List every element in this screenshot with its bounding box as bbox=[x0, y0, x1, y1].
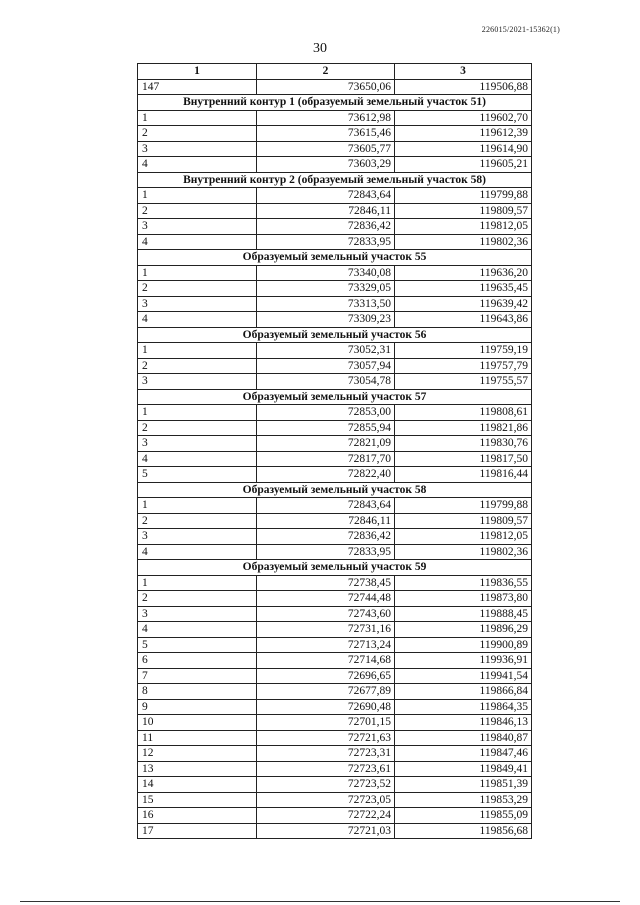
point-number-cell: 1 bbox=[138, 498, 257, 514]
table-row bbox=[138, 715, 532, 731]
point-number-cell: 2 bbox=[138, 513, 257, 529]
x-coordinate-cell: 72721,63 bbox=[257, 730, 395, 746]
document-number: 226015/2021-15362(1) bbox=[481, 25, 560, 34]
section-title-row bbox=[138, 560, 532, 576]
column-header-1: 1 bbox=[138, 64, 257, 80]
point-number-cell: 12 bbox=[138, 746, 257, 762]
x-coordinate-cell: 73052,31 bbox=[257, 343, 395, 359]
point-number-cell: 15 bbox=[138, 792, 257, 808]
x-coordinate-cell: 72713,24 bbox=[257, 637, 395, 653]
point-number-cell: 1 bbox=[138, 575, 257, 591]
point-number-cell: 147 bbox=[138, 79, 257, 95]
point-number-cell: 3 bbox=[138, 529, 257, 545]
bottom-divider bbox=[20, 901, 620, 902]
table-row bbox=[138, 668, 532, 684]
x-coordinate-cell: 73329,05 bbox=[257, 281, 395, 297]
x-coordinate-cell: 72843,64 bbox=[257, 188, 395, 204]
page-number: 30 bbox=[313, 41, 327, 56]
table-row bbox=[138, 746, 532, 762]
x-coordinate-cell: 73603,29 bbox=[257, 157, 395, 173]
x-coordinate-cell: 72833,95 bbox=[257, 234, 395, 250]
table-row bbox=[138, 126, 532, 142]
table-row bbox=[138, 730, 532, 746]
x-coordinate-cell: 72833,95 bbox=[257, 544, 395, 560]
y-coordinate-cell: 119635,45 bbox=[395, 281, 532, 297]
x-coordinate-cell: 72714,68 bbox=[257, 653, 395, 669]
y-coordinate-cell: 119816,44 bbox=[395, 467, 532, 483]
column-header-2: 2 bbox=[257, 64, 395, 80]
y-coordinate-cell: 119605,21 bbox=[395, 157, 532, 173]
table-row bbox=[138, 684, 532, 700]
point-number-cell: 3 bbox=[138, 374, 257, 390]
y-coordinate-cell: 119849,41 bbox=[395, 761, 532, 777]
x-coordinate-cell: 72836,42 bbox=[257, 529, 395, 545]
y-coordinate-cell: 119602,70 bbox=[395, 110, 532, 126]
table-row bbox=[138, 281, 532, 297]
coordinates-table-body bbox=[138, 64, 532, 839]
point-number-cell: 3 bbox=[138, 436, 257, 452]
point-number-cell: 6 bbox=[138, 653, 257, 669]
y-coordinate-cell: 119612,39 bbox=[395, 126, 532, 142]
point-number-cell: 16 bbox=[138, 808, 257, 824]
y-coordinate-cell: 119799,88 bbox=[395, 188, 532, 204]
y-coordinate-cell: 119799,88 bbox=[395, 498, 532, 514]
point-number-cell: 13 bbox=[138, 761, 257, 777]
table-row bbox=[138, 513, 532, 529]
x-coordinate-cell: 72846,11 bbox=[257, 513, 395, 529]
section-title: Образуемый земельный участок 57 bbox=[138, 389, 532, 405]
y-coordinate-cell: 119846,13 bbox=[395, 715, 532, 731]
x-coordinate-cell: 72696,65 bbox=[257, 668, 395, 684]
table-row bbox=[138, 777, 532, 793]
table-row bbox=[138, 637, 532, 653]
x-coordinate-cell: 72723,52 bbox=[257, 777, 395, 793]
x-coordinate-cell: 72721,03 bbox=[257, 823, 395, 839]
table-row bbox=[138, 699, 532, 715]
y-coordinate-cell: 119809,57 bbox=[395, 513, 532, 529]
y-coordinate-cell: 119817,50 bbox=[395, 451, 532, 467]
y-coordinate-cell: 119812,05 bbox=[395, 219, 532, 235]
table-row bbox=[138, 405, 532, 421]
table-row bbox=[138, 265, 532, 281]
table-row bbox=[138, 312, 532, 328]
table-row bbox=[138, 544, 532, 560]
point-number-cell: 2 bbox=[138, 420, 257, 436]
point-number-cell: 4 bbox=[138, 234, 257, 250]
point-number-cell: 4 bbox=[138, 312, 257, 328]
point-number-cell: 9 bbox=[138, 699, 257, 715]
table-row bbox=[138, 234, 532, 250]
x-coordinate-cell: 72822,40 bbox=[257, 467, 395, 483]
section-title: Образуемый земельный участок 58 bbox=[138, 482, 532, 498]
point-number-cell: 2 bbox=[138, 358, 257, 374]
y-coordinate-cell: 119855,09 bbox=[395, 808, 532, 824]
y-coordinate-cell: 119506,88 bbox=[395, 79, 532, 95]
table-row bbox=[138, 141, 532, 157]
y-coordinate-cell: 119802,36 bbox=[395, 544, 532, 560]
table-row bbox=[138, 358, 532, 374]
x-coordinate-cell: 72731,16 bbox=[257, 622, 395, 638]
x-coordinate-cell: 72853,00 bbox=[257, 405, 395, 421]
table-row bbox=[138, 792, 532, 808]
x-coordinate-cell: 72836,42 bbox=[257, 219, 395, 235]
column-header-3: 3 bbox=[395, 64, 532, 80]
y-coordinate-cell: 119941,54 bbox=[395, 668, 532, 684]
section-title-row bbox=[138, 482, 532, 498]
table-row bbox=[138, 653, 532, 669]
y-coordinate-cell: 119936,91 bbox=[395, 653, 532, 669]
table-row bbox=[138, 451, 532, 467]
section-title-row bbox=[138, 95, 532, 111]
x-coordinate-cell: 72722,24 bbox=[257, 808, 395, 824]
x-coordinate-cell: 73309,23 bbox=[257, 312, 395, 328]
x-coordinate-cell: 72701,15 bbox=[257, 715, 395, 731]
x-coordinate-cell: 73612,98 bbox=[257, 110, 395, 126]
y-coordinate-cell: 119812,05 bbox=[395, 529, 532, 545]
y-coordinate-cell: 119802,36 bbox=[395, 234, 532, 250]
point-number-cell: 2 bbox=[138, 281, 257, 297]
table-row bbox=[138, 606, 532, 622]
y-coordinate-cell: 119830,76 bbox=[395, 436, 532, 452]
x-coordinate-cell: 72677,89 bbox=[257, 684, 395, 700]
point-number-cell: 3 bbox=[138, 141, 257, 157]
table-row bbox=[138, 203, 532, 219]
y-coordinate-cell: 119836,55 bbox=[395, 575, 532, 591]
x-coordinate-cell: 73340,08 bbox=[257, 265, 395, 281]
table-row bbox=[138, 110, 532, 126]
point-number-cell: 3 bbox=[138, 606, 257, 622]
point-number-cell: 1 bbox=[138, 343, 257, 359]
y-coordinate-cell: 119888,45 bbox=[395, 606, 532, 622]
y-coordinate-cell: 119847,46 bbox=[395, 746, 532, 762]
point-number-cell: 17 bbox=[138, 823, 257, 839]
table-row bbox=[138, 575, 532, 591]
y-coordinate-cell: 119896,29 bbox=[395, 622, 532, 638]
table-row bbox=[138, 808, 532, 824]
section-title-row bbox=[138, 250, 532, 266]
table-row bbox=[138, 188, 532, 204]
section-title-row bbox=[138, 327, 532, 343]
point-number-cell: 14 bbox=[138, 777, 257, 793]
y-coordinate-cell: 119755,57 bbox=[395, 374, 532, 390]
coordinates-table bbox=[137, 63, 532, 839]
section-title: Образуемый земельный участок 56 bbox=[138, 327, 532, 343]
y-coordinate-cell: 119864,35 bbox=[395, 699, 532, 715]
point-number-cell: 3 bbox=[138, 296, 257, 312]
table-header-row bbox=[138, 64, 532, 80]
x-coordinate-cell: 72855,94 bbox=[257, 420, 395, 436]
point-number-cell: 2 bbox=[138, 203, 257, 219]
section-title: Образуемый земельный участок 55 bbox=[138, 250, 532, 266]
table-row bbox=[138, 343, 532, 359]
x-coordinate-cell: 72821,09 bbox=[257, 436, 395, 452]
point-number-cell: 1 bbox=[138, 110, 257, 126]
table-row bbox=[138, 823, 532, 839]
section-title-row bbox=[138, 172, 532, 188]
x-coordinate-cell: 72723,05 bbox=[257, 792, 395, 808]
table-row bbox=[138, 761, 532, 777]
y-coordinate-cell: 119757,79 bbox=[395, 358, 532, 374]
table-row bbox=[138, 420, 532, 436]
y-coordinate-cell: 119639,42 bbox=[395, 296, 532, 312]
point-number-cell: 11 bbox=[138, 730, 257, 746]
y-coordinate-cell: 119900,89 bbox=[395, 637, 532, 653]
table-row bbox=[138, 529, 532, 545]
y-coordinate-cell: 119856,68 bbox=[395, 823, 532, 839]
point-number-cell: 5 bbox=[138, 637, 257, 653]
y-coordinate-cell: 119809,57 bbox=[395, 203, 532, 219]
y-coordinate-cell: 119636,20 bbox=[395, 265, 532, 281]
table-row bbox=[138, 219, 532, 235]
x-coordinate-cell: 72738,45 bbox=[257, 575, 395, 591]
table-row bbox=[138, 296, 532, 312]
x-coordinate-cell: 72846,11 bbox=[257, 203, 395, 219]
x-coordinate-cell: 73057,94 bbox=[257, 358, 395, 374]
x-coordinate-cell: 72723,61 bbox=[257, 761, 395, 777]
point-number-cell: 1 bbox=[138, 405, 257, 421]
point-number-cell: 10 bbox=[138, 715, 257, 731]
y-coordinate-cell: 119759,19 bbox=[395, 343, 532, 359]
point-number-cell: 4 bbox=[138, 622, 257, 638]
table-row bbox=[138, 79, 532, 95]
y-coordinate-cell: 119808,61 bbox=[395, 405, 532, 421]
x-coordinate-cell: 72723,31 bbox=[257, 746, 395, 762]
table-row bbox=[138, 436, 532, 452]
y-coordinate-cell: 119866,84 bbox=[395, 684, 532, 700]
y-coordinate-cell: 119840,87 bbox=[395, 730, 532, 746]
x-coordinate-cell: 73054,78 bbox=[257, 374, 395, 390]
y-coordinate-cell: 119873,80 bbox=[395, 591, 532, 607]
x-coordinate-cell: 72817,70 bbox=[257, 451, 395, 467]
y-coordinate-cell: 119643,86 bbox=[395, 312, 532, 328]
x-coordinate-cell: 73650,06 bbox=[257, 79, 395, 95]
point-number-cell: 4 bbox=[138, 544, 257, 560]
x-coordinate-cell: 73313,50 bbox=[257, 296, 395, 312]
y-coordinate-cell: 119851,39 bbox=[395, 777, 532, 793]
x-coordinate-cell: 73615,46 bbox=[257, 126, 395, 142]
point-number-cell: 1 bbox=[138, 265, 257, 281]
table-row bbox=[138, 622, 532, 638]
table-row bbox=[138, 374, 532, 390]
point-number-cell: 2 bbox=[138, 126, 257, 142]
point-number-cell: 2 bbox=[138, 591, 257, 607]
point-number-cell: 7 bbox=[138, 668, 257, 684]
x-coordinate-cell: 72744,48 bbox=[257, 591, 395, 607]
table-row bbox=[138, 498, 532, 514]
x-coordinate-cell: 72690,48 bbox=[257, 699, 395, 715]
y-coordinate-cell: 119853,29 bbox=[395, 792, 532, 808]
x-coordinate-cell: 72843,64 bbox=[257, 498, 395, 514]
section-title: Внутренний контур 2 (образуемый земельный участок 58) bbox=[138, 172, 532, 188]
point-number-cell: 4 bbox=[138, 451, 257, 467]
section-title: Внутренний контур 1 (образуемый земельный участок 51) bbox=[138, 95, 532, 111]
table-row bbox=[138, 157, 532, 173]
point-number-cell: 8 bbox=[138, 684, 257, 700]
x-coordinate-cell: 72743,60 bbox=[257, 606, 395, 622]
point-number-cell: 5 bbox=[138, 467, 257, 483]
section-title: Образуемый земельный участок 59 bbox=[138, 560, 532, 576]
y-coordinate-cell: 119614,90 bbox=[395, 141, 532, 157]
table-row bbox=[138, 591, 532, 607]
x-coordinate-cell: 73605,77 bbox=[257, 141, 395, 157]
point-number-cell: 4 bbox=[138, 157, 257, 173]
point-number-cell: 3 bbox=[138, 219, 257, 235]
point-number-cell: 1 bbox=[138, 188, 257, 204]
table-row bbox=[138, 467, 532, 483]
y-coordinate-cell: 119821,86 bbox=[395, 420, 532, 436]
section-title-row bbox=[138, 389, 532, 405]
